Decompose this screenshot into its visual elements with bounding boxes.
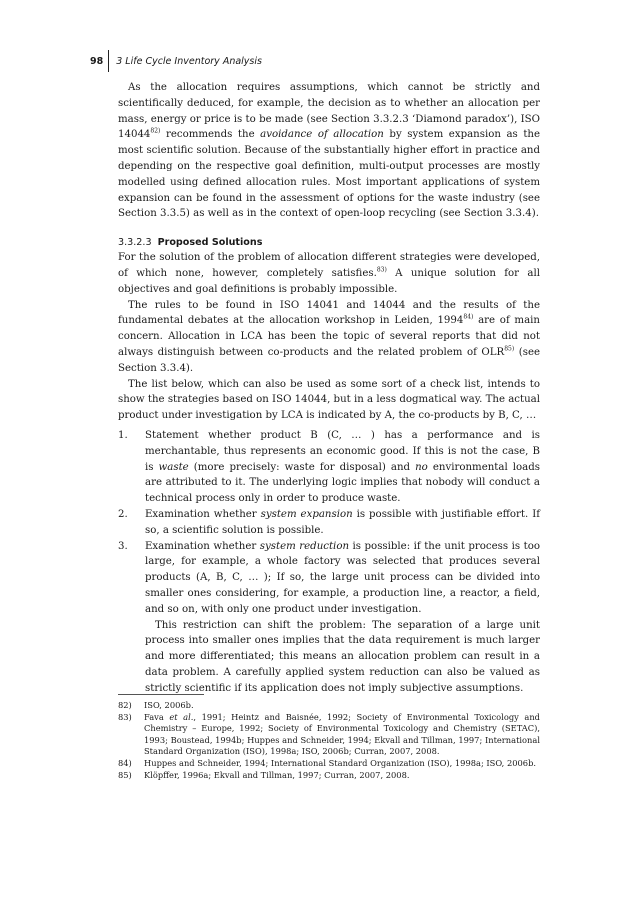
footnote-ref-85: 85) (504, 345, 515, 353)
main-text (118, 80, 540, 696)
running-header (90, 48, 262, 74)
header-divider (108, 50, 109, 72)
footnote-ref-82: 82) (150, 128, 161, 135)
footnote-84 (118, 758, 540, 770)
list-item-text: Examination whether system expansion is possible with justifiable effort. If so, a scientific solution is possible. (145, 508, 540, 536)
list-item-number: 1. (118, 429, 128, 441)
section-heading (118, 235, 540, 250)
footnote-85 (118, 770, 540, 782)
list-item-number: 2. (118, 508, 128, 520)
footnote-text: Klöpffer, 1996a; Ekvall and Tillman, 1997; Curran, 2007, 2008. (144, 769, 410, 780)
checklist (118, 428, 540, 697)
list-item-continuation: This restriction can shift the problem: The separation of a large unit process into smaller ones implies that the data requirement is much larger and more differentiated; this means an allocation problem can result in a data problem. A carefully applied system reduction can also be valued as strictly scientific if its application does not imply subjective assumptions. (145, 619, 540, 694)
list-item (118, 428, 540, 507)
list-item (118, 539, 540, 697)
paragraph-strategies: For the solution of the problem of allocation different strategies were developed, of which none, however, completely satisfies.$^{83)}$ A unique solution for all objectives and goal definitions is probably impossible. (118, 252, 540, 295)
paragraph-checklist-intro: The list below, which can also be used as some sort of a check list, intends to show the strategies based on ISO 14044, but in a less dogmatical way. The actual product under investigation by LCA is indicated by A, the co-products by B, C, … (118, 378, 540, 422)
section-number: 3.3.2.3 (118, 237, 152, 249)
paragraph-allocation-assumptions: As the allocation requires assumptions, which cannot be strictly and scientifically deduced, for example, the decision as to whether an allocation per mass, energy or price is to be made (see Section 3.3.2.3 ‘Diamond paradox’), ISO 14044$^{82)}$ recommends the avoidance of allocation by system expansion as the most scientific solution. Because of the substantially higher effort in practice and depending on the respective goal definition, multi-output processes are mostly modelled using defined allocation rules. Most important applications of system expansion can be found in the assessment of options for the waste industry (see Section 3.3.5) as well as in the context of open-loop recycling (see Section 3.3.4). (118, 82, 541, 220)
running-title: 3 Life Cycle Inventory Analysis (116, 55, 262, 67)
section-title: Proposed Solutions (157, 237, 263, 249)
footnote-text: Fava et al., 1991; Heintz and Baisnée, 1992; Society of Environmental Toxicology and Chemistry – Europe, 1992; Society of Environmental Toxicology and Chemistry (SETAC), 1993; Boustead, 1994b; Huppes and Schneider, 1994; Ekvall and Tillman, 1997; International Standard Organization (ISO), 1998a; ISO, 2006b; Curran, 2007, 2008. (144, 711, 540, 757)
footnote-text: ISO, 2006b. (144, 700, 194, 710)
list-item-text: Examination whether system reduction is possible: if the unit process is too large, for example, a whole factory was selected that produces several products (A, B, C, … ); If so, the large unit process can be divided into smaller ones considering, for example, a production line, a reactor, a field, and so on, with only one product under investigation. This restriction can shift the problem: The separation of a large unit process into smaller ones implies that the data requirement is much larger and more differentiated; this means an allocation problem can result in a data problem. A carefully applied system reduction can also be valued as strictly scientific if its application does not imply subjective assumptions. (145, 539, 540, 697)
footnote-number: 82) (118, 700, 132, 710)
list-item-text: Statement whether product B (C, … ) has a performance and is merchantable, thus represents an economic good. If this is not the case, B is waste (more precisely: waste for disposal) and no environmental loads are attributed to it. The underlying logic implies that nobody will conduct a technical process only in order to produce waste. (145, 429, 540, 505)
footnote-83 (118, 712, 540, 758)
footnotes (118, 700, 540, 781)
footnote-number: 85) (118, 769, 132, 780)
footnote-number: 84) (118, 757, 132, 768)
footnote-ref-83: 83) (376, 266, 387, 274)
footnote-ref-84: 84) (463, 313, 474, 321)
footnote-separator (118, 694, 204, 695)
footnote-82 (118, 700, 540, 712)
footnote-number: 83) (118, 711, 132, 722)
footnote-text: Huppes and Schneider, 1994; International Standard Organization (ISO), 1998a; ISO, 2006b. (144, 757, 537, 768)
paragraph-iso-rules: The rules to be found in ISO 14041 and 14044 and the results of the fundamental debates at the allocation workshop in Leiden, 1994$^{84)}$ are of main concern. Allocation in LCA has been the topic of several reports that did not always distinguish between co-products and the related problem of OLR$^{85)}$ (see Section 3.3.4). (118, 299, 541, 374)
list-item (118, 507, 540, 539)
list-item-number: 3. (118, 540, 128, 552)
page-number: 98 (90, 55, 104, 67)
